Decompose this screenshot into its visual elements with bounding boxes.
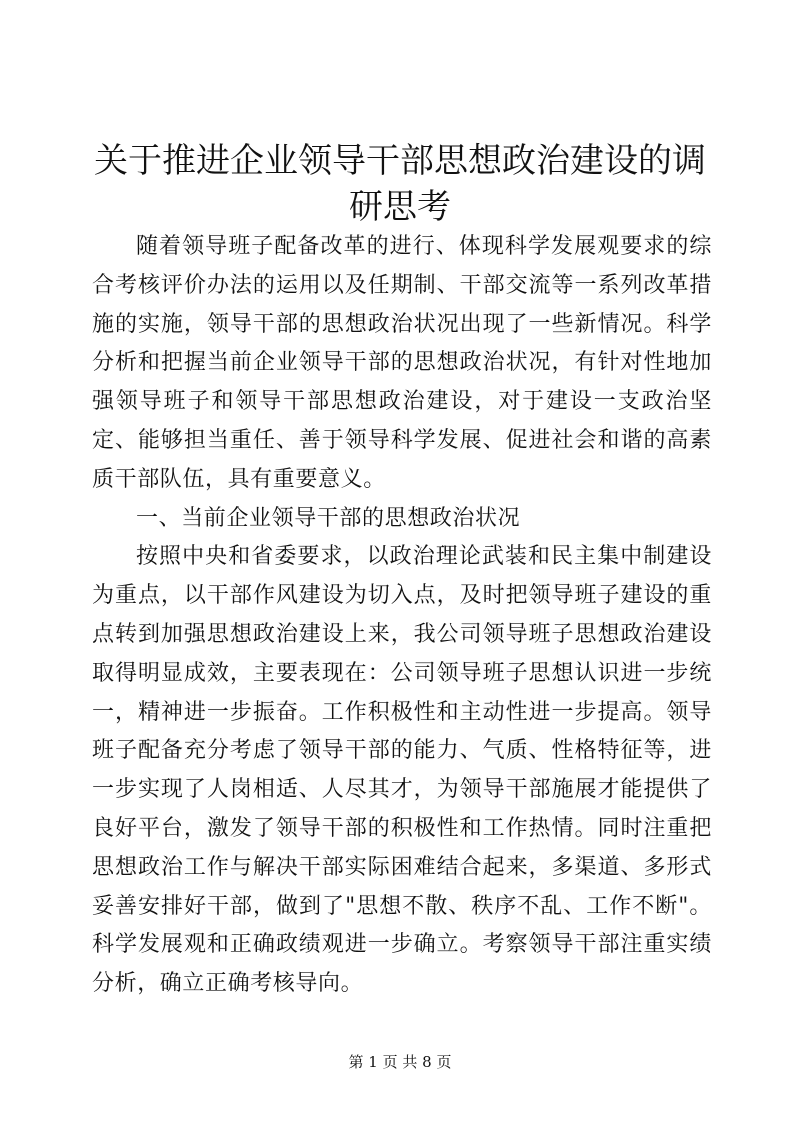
section-paragraph: 按照中央和省委要求，以政治理论武装和民主集中制建设为重点，以干部作风建设为切入点，及时把领导班子建设的重点转到加强思想政治建设上来，我公司领导班子思想政治建设取得明显成效，主要表现在：公司领导班子思想认识进一步统一，精神进一步振奋。工作积极性和主动性进一步提高。领导班子配备充分考虑了领导干部的能力、气质、性格特征等，进一步实现了人岗相适、人尽其才，为领导干部施展才能提供了良好平台，激发了领导干部的积极性和工作热情。同时注重把思想政治工作与解决干部实际困难结合起来，多渠道、多形式妥善安排好干部，做到了"思想不散、秩序不乱、工作不断"。科学发展观和正确政绩观进一步确立。考察领导干部注重实绩分析，确立正确考核导向。: [92, 544, 712, 997]
document-title: 关于推进企业领导干部思想政治建设的调研思考: [94, 141, 706, 227]
page-number-footer: 第 1 页 共 8 页: [348, 1053, 452, 1071]
document-body: [92, 228, 712, 1004]
intro-paragraph: 随着领导班子配备改革的进行、体现科学发展观要求的综合考核评价办法的运用以及任期制、干部交流等一系列改革措施的实施，领导干部的思想政治状况出现了一些新情况。科学分析和把握当前企业领导干部的思想政治状况，有针对性地加强领导班子和领导干部思想政治建设，对于建设一支政治坚定、能够担当重任、善于领导科学发展、促进社会和谐的高素质干部队伍，具有重要意义。: [92, 234, 712, 492]
section-heading: 一、当前企业领导干部的思想政治状况: [136, 505, 521, 531]
